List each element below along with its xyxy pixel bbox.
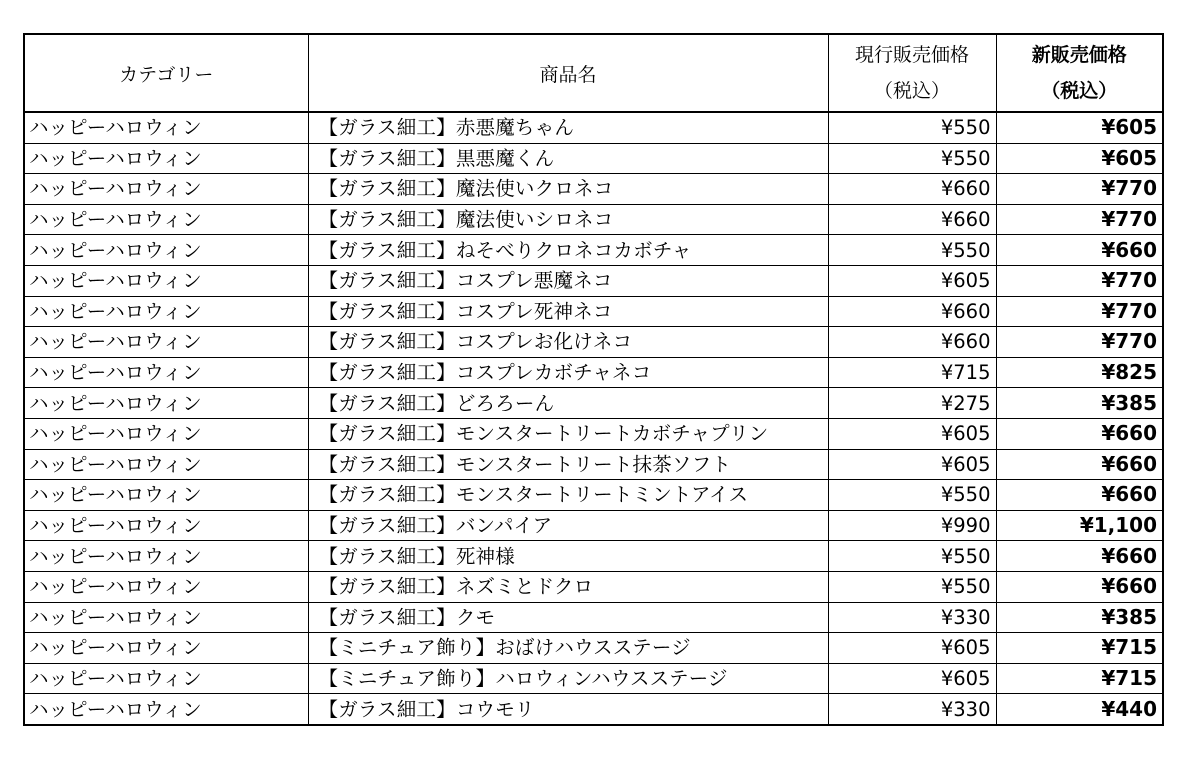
cell-category: ハッピーハロウィン <box>24 388 308 419</box>
cell-current-price: ¥550 <box>828 143 996 174</box>
cell-new-price: ¥660 <box>996 418 1163 449</box>
cell-current-price: ¥550 <box>828 571 996 602</box>
cell-current-price: ¥605 <box>828 663 996 694</box>
table-row <box>24 571 1163 602</box>
cell-new-price: ¥605 <box>996 143 1163 174</box>
table-row <box>24 418 1163 449</box>
cell-new-price: ¥770 <box>996 265 1163 296</box>
table-row <box>24 235 1163 266</box>
cell-current-price: ¥330 <box>828 602 996 633</box>
table-row <box>24 480 1163 511</box>
cell-product-name: 【ガラス細工】死神様 <box>308 541 828 572</box>
cell-category: ハッピーハロウィン <box>24 418 308 449</box>
table-row <box>24 265 1163 296</box>
cell-category: ハッピーハロウィン <box>24 541 308 572</box>
table-row <box>24 143 1163 174</box>
table-row <box>24 327 1163 358</box>
table-row <box>24 694 1163 725</box>
header-current-price-line2: （税込） <box>873 80 950 102</box>
cell-category: ハッピーハロウィン <box>24 204 308 235</box>
cell-category: ハッピーハロウィン <box>24 663 308 694</box>
cell-product-name: 【ガラス細工】モンスタートリートカボチャプリン <box>308 418 828 449</box>
cell-product-name: 【ガラス細工】コスプレお化けネコ <box>308 327 828 358</box>
cell-category: ハッピーハロウィン <box>24 296 308 327</box>
cell-product-name: 【ガラス細工】コスプレ悪魔ネコ <box>308 265 828 296</box>
cell-product-name: 【ミニチュア飾り】ハロウィンハウスステージ <box>308 663 828 694</box>
header-new-price-line1: 新販売価格 <box>1031 44 1127 66</box>
cell-product-name: 【ガラス細工】コスプレカボチャネコ <box>308 357 828 388</box>
cell-new-price: ¥385 <box>996 602 1163 633</box>
cell-category: ハッピーハロウィン <box>24 143 308 174</box>
cell-category: ハッピーハロウィン <box>24 480 308 511</box>
cell-current-price: ¥660 <box>828 204 996 235</box>
cell-category: ハッピーハロウィン <box>24 357 308 388</box>
table-row <box>24 174 1163 205</box>
table-body <box>24 112 1163 725</box>
cell-new-price: ¥660 <box>996 541 1163 572</box>
cell-current-price: ¥550 <box>828 112 996 143</box>
header-current-price <box>828 34 996 112</box>
cell-new-price: ¥770 <box>996 174 1163 205</box>
cell-new-price: ¥770 <box>996 327 1163 358</box>
cell-product-name: 【ガラス細工】魔法使いシロネコ <box>308 204 828 235</box>
cell-product-name: 【ミニチュア飾り】おばけハウスステージ <box>308 633 828 664</box>
cell-category: ハッピーハロウィン <box>24 694 308 725</box>
cell-new-price: ¥440 <box>996 694 1163 725</box>
cell-new-price: ¥660 <box>996 235 1163 266</box>
cell-current-price: ¥715 <box>828 357 996 388</box>
cell-current-price: ¥605 <box>828 449 996 480</box>
cell-new-price: ¥825 <box>996 357 1163 388</box>
cell-new-price: ¥770 <box>996 204 1163 235</box>
price-table <box>23 33 1164 726</box>
cell-category: ハッピーハロウィン <box>24 449 308 480</box>
cell-current-price: ¥605 <box>828 633 996 664</box>
cell-product-name: 【ガラス細工】クモ <box>308 602 828 633</box>
table-row <box>24 296 1163 327</box>
cell-new-price: ¥715 <box>996 633 1163 664</box>
cell-current-price: ¥550 <box>828 480 996 511</box>
table-row <box>24 510 1163 541</box>
header-row <box>24 34 1163 112</box>
table-row <box>24 663 1163 694</box>
cell-category: ハッピーハロウィン <box>24 602 308 633</box>
cell-product-name: 【ガラス細工】コスプレ死神ネコ <box>308 296 828 327</box>
header-current-price-line1: 現行販売価格 <box>854 44 969 66</box>
cell-new-price: ¥770 <box>996 296 1163 327</box>
table-row <box>24 602 1163 633</box>
cell-current-price: ¥550 <box>828 235 996 266</box>
cell-category: ハッピーハロウィン <box>24 510 308 541</box>
cell-product-name: 【ガラス細工】バンパイア <box>308 510 828 541</box>
header-new-price <box>996 34 1163 112</box>
cell-category: ハッピーハロウィン <box>24 633 308 664</box>
cell-product-name: 【ガラス細工】どろろーん <box>308 388 828 419</box>
table-row <box>24 541 1163 572</box>
cell-new-price: ¥660 <box>996 571 1163 602</box>
cell-category: ハッピーハロウィン <box>24 327 308 358</box>
cell-current-price: ¥330 <box>828 694 996 725</box>
table-row <box>24 388 1163 419</box>
header-new-price-line2: （税込） <box>1041 80 1118 102</box>
cell-current-price: ¥605 <box>828 418 996 449</box>
cell-current-price: ¥660 <box>828 327 996 358</box>
cell-product-name: 【ガラス細工】赤悪魔ちゃん <box>308 112 828 143</box>
cell-new-price: ¥660 <box>996 480 1163 511</box>
cell-category: ハッピーハロウィン <box>24 112 308 143</box>
cell-category: ハッピーハロウィン <box>24 265 308 296</box>
table-row <box>24 633 1163 664</box>
table-row <box>24 449 1163 480</box>
cell-product-name: 【ガラス細工】モンスタートリート抹茶ソフト <box>308 449 828 480</box>
cell-category: ハッピーハロウィン <box>24 174 308 205</box>
cell-product-name: 【ガラス細工】黒悪魔くん <box>308 143 828 174</box>
cell-current-price: ¥605 <box>828 265 996 296</box>
cell-new-price: ¥660 <box>996 449 1163 480</box>
cell-category: ハッピーハロウィン <box>24 571 308 602</box>
header-category: カテゴリー <box>24 34 308 112</box>
cell-product-name: 【ガラス細工】モンスタートリートミントアイス <box>308 480 828 511</box>
cell-current-price: ¥275 <box>828 388 996 419</box>
table-row <box>24 204 1163 235</box>
cell-current-price: ¥660 <box>828 296 996 327</box>
cell-product-name: 【ガラス細工】ネズミとドクロ <box>308 571 828 602</box>
cell-product-name: 【ガラス細工】ねそべりクロネコカボチャ <box>308 235 828 266</box>
cell-new-price: ¥1,100 <box>996 510 1163 541</box>
cell-current-price: ¥550 <box>828 541 996 572</box>
table-row <box>24 112 1163 143</box>
header-product-name: 商品名 <box>308 34 828 112</box>
cell-new-price: ¥715 <box>996 663 1163 694</box>
cell-category: ハッピーハロウィン <box>24 235 308 266</box>
cell-current-price: ¥990 <box>828 510 996 541</box>
cell-product-name: 【ガラス細工】魔法使いクロネコ <box>308 174 828 205</box>
cell-current-price: ¥660 <box>828 174 996 205</box>
cell-product-name: 【ガラス細工】コウモリ <box>308 694 828 725</box>
table-row <box>24 357 1163 388</box>
table-header <box>24 34 1163 112</box>
cell-new-price: ¥605 <box>996 112 1163 143</box>
cell-new-price: ¥385 <box>996 388 1163 419</box>
